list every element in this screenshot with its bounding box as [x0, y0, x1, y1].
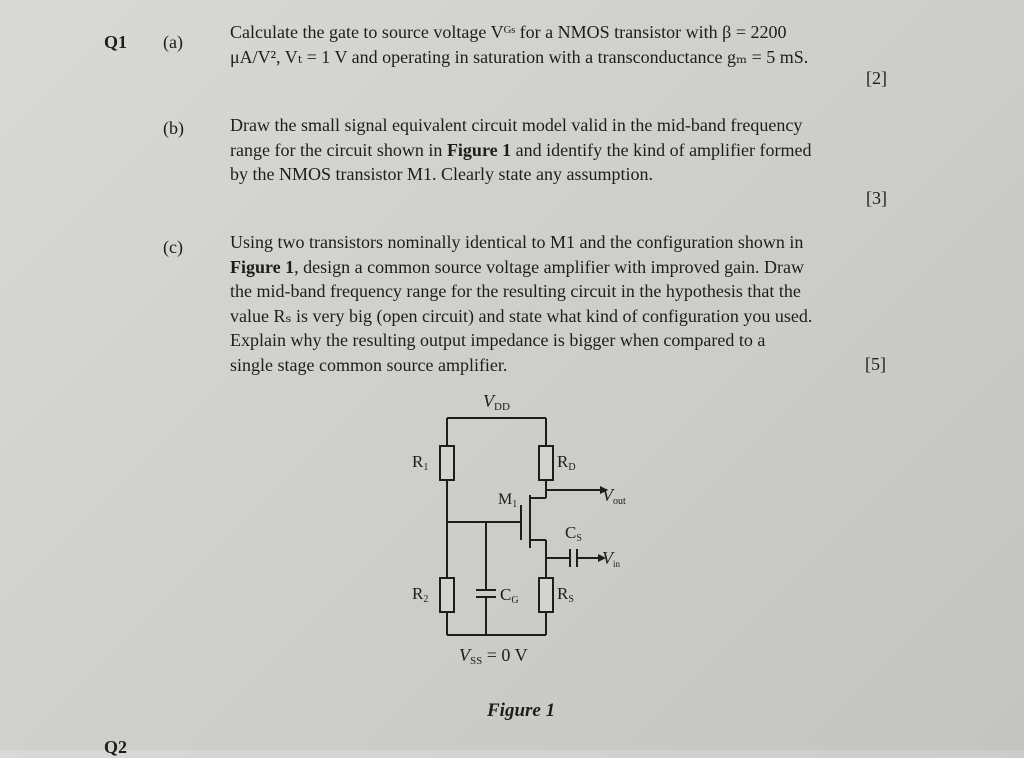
rs-label: RS [557, 584, 574, 605]
rd-resistor [539, 446, 553, 480]
part-a-line-2: μA/V², Vₜ = 1 V and operating in saturation with a transconductance gₘ = 5 mS. [230, 46, 809, 67]
part-c-line-6: single stage common source amplifier. [230, 354, 508, 375]
vout-label: Vout [602, 485, 626, 507]
rd-label: RD [557, 452, 576, 473]
part-c-line-3: the mid-band frequency range for the resulting circuit in the hypothesis that the [230, 281, 801, 301]
part-c-label: (c) [163, 237, 183, 257]
next-question-fragment: Q2 [104, 737, 128, 757]
part-a-label: (a) [163, 32, 183, 52]
part-a-marks: [2] [866, 68, 887, 88]
part-a-line-1: Calculate the gate to source voltage Vᴳˢ for a NMOS transistor with β = 2200 [230, 22, 787, 42]
figure-reference: Figure 1 [230, 256, 295, 277]
vss-label: VSS = 0 V [459, 645, 528, 667]
part-c-line-1: Using two transistors nominally identical to M1 and the configuration shown in [230, 232, 804, 252]
r1-label: R1 [412, 452, 429, 473]
m1-label: M1 [498, 491, 518, 510]
part-b-line-3: by the NMOS transistor M1. Clearly state any assumption. [230, 164, 653, 184]
part-b-line-2-pre: range for the circuit shown in [230, 139, 447, 160]
part-c-line-2-post: , design a common source voltage amplifier with improved gain. Draw [294, 256, 805, 277]
part-b-line-2-post: and identify the kind of amplifier formed [511, 139, 812, 160]
vdd-label: VDD [483, 391, 510, 413]
question-number: Q1 [104, 32, 128, 52]
vin-label: Vin [602, 548, 621, 569]
part-b-label: (b) [163, 118, 184, 138]
part-c-marks: [5] [865, 354, 886, 374]
r2-resistor [440, 578, 454, 612]
r1-resistor [440, 446, 454, 480]
r2-label: R2 [412, 584, 429, 605]
part-c-line-5: Explain why the resulting output impedance is bigger when compared to a [230, 330, 766, 350]
part-b-line-1: Draw the small signal equivalent circuit model valid in the mid-band frequency [230, 115, 803, 135]
figure-caption: Figure 1 [487, 700, 556, 721]
cg-label: CG [500, 585, 519, 606]
rs-resistor [539, 578, 553, 612]
part-c-line-4: value Rₛ is very big (open circuit) and state what kind of configuration you used. [230, 305, 813, 326]
cs-label: CS [565, 523, 582, 544]
figure-reference: Figure 1 [446, 139, 512, 160]
part-b-marks: [3] [866, 188, 887, 208]
